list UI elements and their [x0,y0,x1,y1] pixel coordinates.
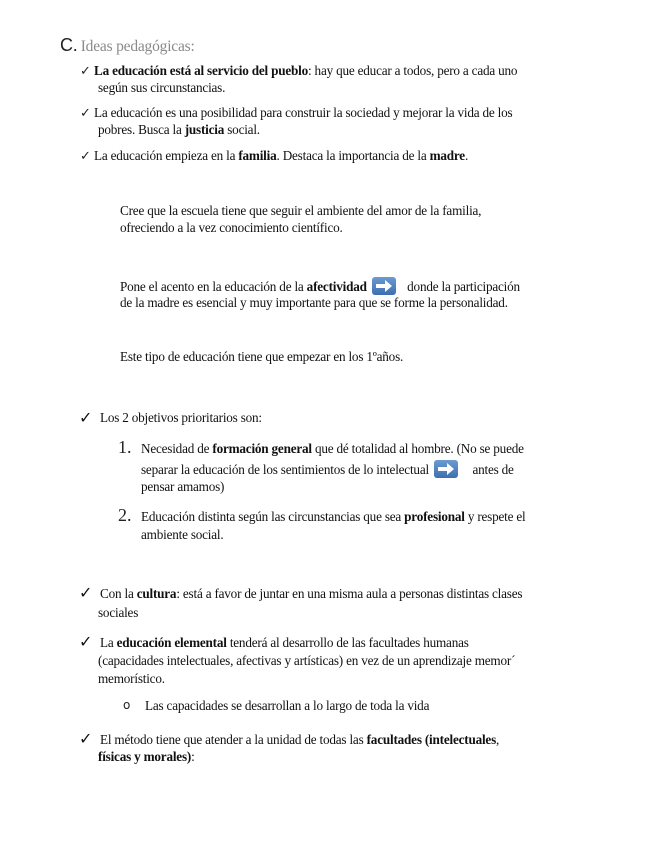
numbered-2-bold: profesional [404,509,465,524]
numbered-2-text: Educación distinta según las circunstancias que sea [141,509,405,524]
list-number-1: 1. [118,437,132,457]
bullet-4-line-1: Los 2 objetivos prioritarios son: [100,410,262,425]
bullet-1-text: : hay que educar a todos, pero a cada uno [308,63,518,78]
circle-bullet-icon: o [123,698,131,712]
bullet-3-text-end: . [464,148,469,163]
bullet-5-text: Con la [100,586,137,601]
bullet-6-line-3: memorístico. [98,671,165,686]
check-icon: ✓ [79,729,93,748]
section-heading [60,35,195,56]
bullet-7-line-2 [98,749,195,765]
bullet-6-line-1 [100,635,469,651]
paragraph-2-bold: afectividad [306,279,367,294]
check-icon: ✓ [80,64,91,79]
check-icon: ✓ [80,149,91,164]
numbered-1-text-2: separar la educación de los sentimientos de lo intelectual [141,462,429,477]
bullet-1-bold: La educación está al servicio del pueblo [94,63,308,78]
bullet-6-line-2: (capacidades intelectuales, afectivas y artísticas) en vez de un aprendizaje memor´ [98,653,516,668]
section-title: Ideas pedagógicas: [80,38,195,55]
check-icon: ✓ [79,583,93,602]
bullet-3-bold-1: familia [238,148,277,163]
bullet-3-text: La educación empieza en la [94,148,239,163]
bullet-5-text-end: : está a favor de juntar en una misma aula a personas distintas clases [176,586,523,601]
bullet-5-line-2: sociales [98,605,139,620]
bullet-5-bold: cultura [136,586,177,601]
bullet-3-bold-2: madre [429,148,465,163]
numbered-1-line-1 [141,441,524,457]
bullet-7-bold-2: físicas y morales) [98,749,192,764]
right-arrow-icon [372,277,396,295]
paragraph-2-text: Pone el acento en la educación de la [120,279,307,294]
bullet-7-text-end: , [496,732,500,747]
bullet-6-text-end: tenderá al desarrollo de las facultades humanas [226,635,469,650]
sub-bullet-line-1: Las capacidades se desarrollan a lo largo de toda la vida [145,698,430,713]
numbered-2-line-2: ambiente social. [141,527,224,542]
paragraph-3-line-1: Este tipo de educación tiene que empezar en los 1ºaños. [120,349,404,364]
numbered-2-line-1 [141,509,525,525]
bullet-2-bold: justicia [184,122,225,137]
numbered-1-line-2 [141,460,514,478]
bullet-6-text: La [100,635,117,650]
bullet-2-line-1: La educación es una posibilidad para construir la sociedad y mejorar la vida de los [94,105,513,120]
bullet-3-text-mid: . Destaca la importancia de la [276,148,430,163]
bullet-5-line-1 [100,586,522,602]
check-icon: ✓ [79,632,93,651]
bullet-3-line-1 [94,148,468,164]
bullet-2-text-end: social. [224,122,260,137]
bullet-2-text: pobres. Busca la [98,122,185,137]
bullet-6-bold: educación elemental [116,635,227,650]
check-icon: ✓ [79,408,93,427]
numbered-1-text: Necesidad de [141,441,213,456]
paragraph-2-line-2: de la madre es esencial y muy importante para que se forme la personalidad. [120,295,508,310]
bullet-1-line-2: según sus circunstancias. [98,80,226,95]
right-arrow-icon [434,460,458,478]
bullet-7-text-2: : [191,749,195,764]
numbered-1-text-3: antes de [472,462,514,477]
bullet-1-line-1 [94,63,517,79]
paragraph-1-line-2: ofreciendo a la vez conocimiento científico. [120,220,343,235]
section-letter: C. [60,35,78,55]
numbered-1-bold: formación general [212,441,312,456]
check-icon: ✓ [80,106,91,121]
numbered-1-line-3: pensar amamos) [141,479,225,494]
paragraph-2-text-end: donde la participación [407,279,520,294]
paragraph-1-line-1: Cree que la escuela tiene que seguir el ambiente del amor de la familia, [120,203,482,218]
bullet-7-line-1 [100,732,499,748]
paragraph-2-line-1 [120,277,520,295]
numbered-1-text-end: que dé totalidad al hombre. (No se puede [311,441,524,456]
bullet-7-bold: facultades (intelectuales [366,732,497,747]
bullet-7-text: El método tiene que atender a la unidad de todas las [100,732,367,747]
numbered-2-text-end: y respete el [464,509,526,524]
bullet-2-line-2 [98,122,260,138]
list-number-2: 2. [118,505,132,525]
